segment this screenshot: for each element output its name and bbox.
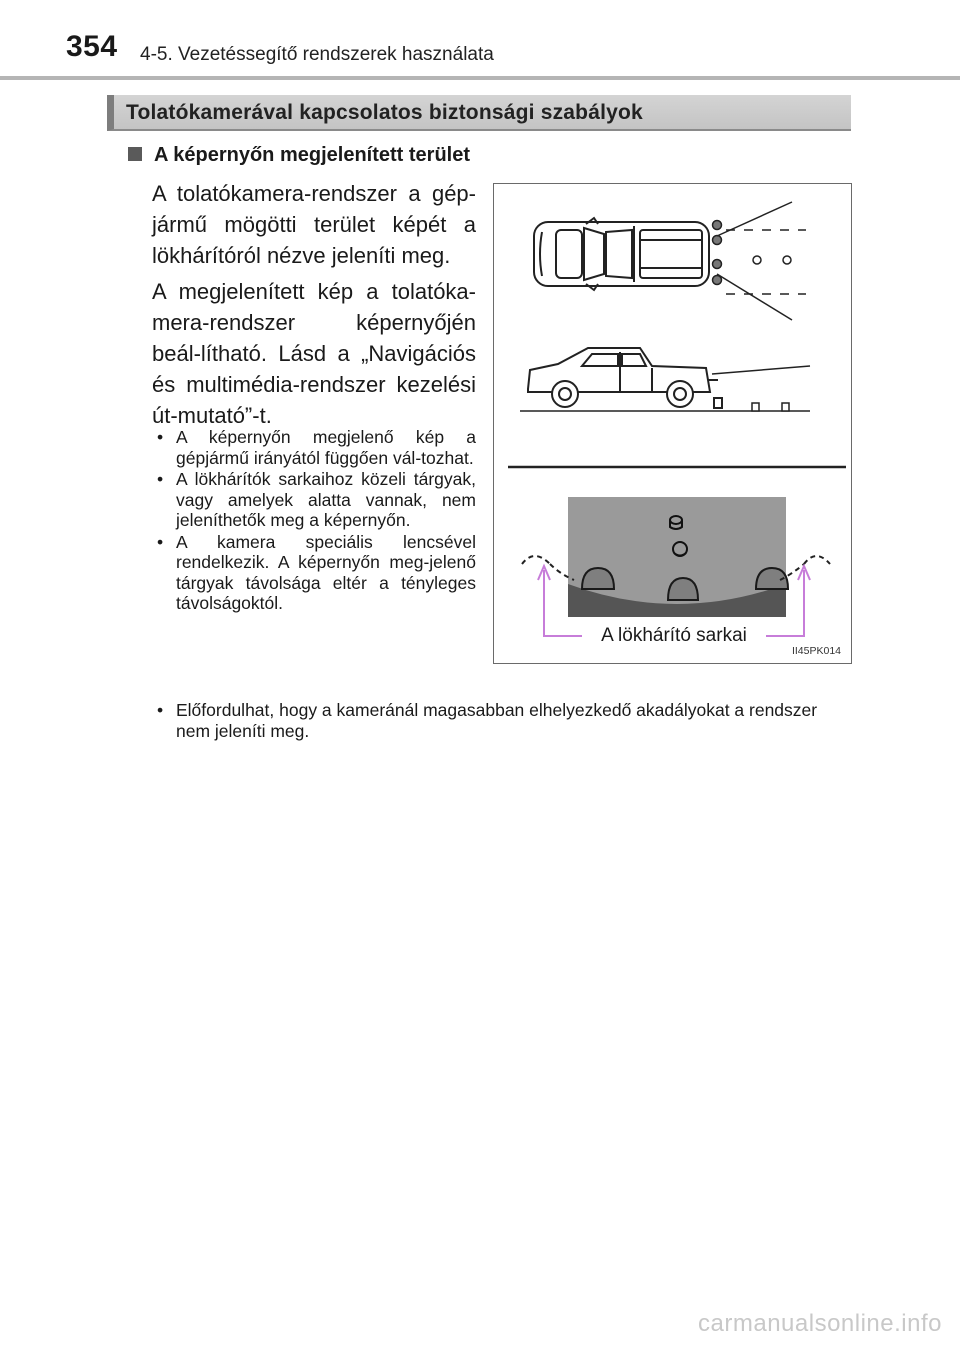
subsection-heading [128,144,470,167]
rear-sensor-icon [713,221,722,285]
camera-view-figure [493,183,852,664]
square-bullet-icon [128,147,142,161]
list-item: • Előfordulhat, hogy a kameránál magasabban elhelyezkedő akadályokat a rendszer nem jeleníti meg. [152,700,852,741]
object-marker-icon [753,256,791,264]
camera-diagram [494,184,853,665]
list-item: • A képernyőn megjelenő kép a gépjármű irányától függően vál-tozhat. [152,427,476,468]
paragraph-camera-view: A tolatókamera-rendszer a gép-jármű mögötti terület képét a lökhárítóról nézve jeleníti meg. [152,181,476,268]
bumper-corners-label: A lökhárító sarkai [586,625,762,647]
list-item: • A kamera speciális lencsével rendelkezik. A képernyőn meg-jelenő tárgyak távolsága eltér a tényleges távolságoktól. [152,532,476,614]
caution-list [152,427,476,615]
page-number: 354 [66,30,118,63]
paragraph-adjustment: A megjelenített kép a tolatóka-mera-rendszer képernyőjén beál-lítható. Lásd a „Navigációs és multimédia-rendszer kezelési út-mutató”-t. [152,279,476,428]
truck-top-view-icon [534,218,709,290]
figure-code: II45PK014 [791,645,841,657]
list-item: • A lökhárítók sarkaihoz közeli tárgyak, vagy amelyek alatta vannak, nem jeleníthetők meg a képernyőn. [152,469,476,531]
chapter-title: 4-5. Vezetéssegítő rendszerek használata [140,44,494,65]
section-title: Tolatókamerával kapcsolatos biztonsági szabályok [126,101,643,124]
truck-side-view-icon [528,348,722,408]
camera-screen-view [568,497,788,617]
header-divider [0,76,960,80]
watermark: carmanualsonline.info [698,1310,942,1337]
section-banner [107,95,851,131]
subsection-title: A képernyőn megjelenített terület [154,144,470,166]
